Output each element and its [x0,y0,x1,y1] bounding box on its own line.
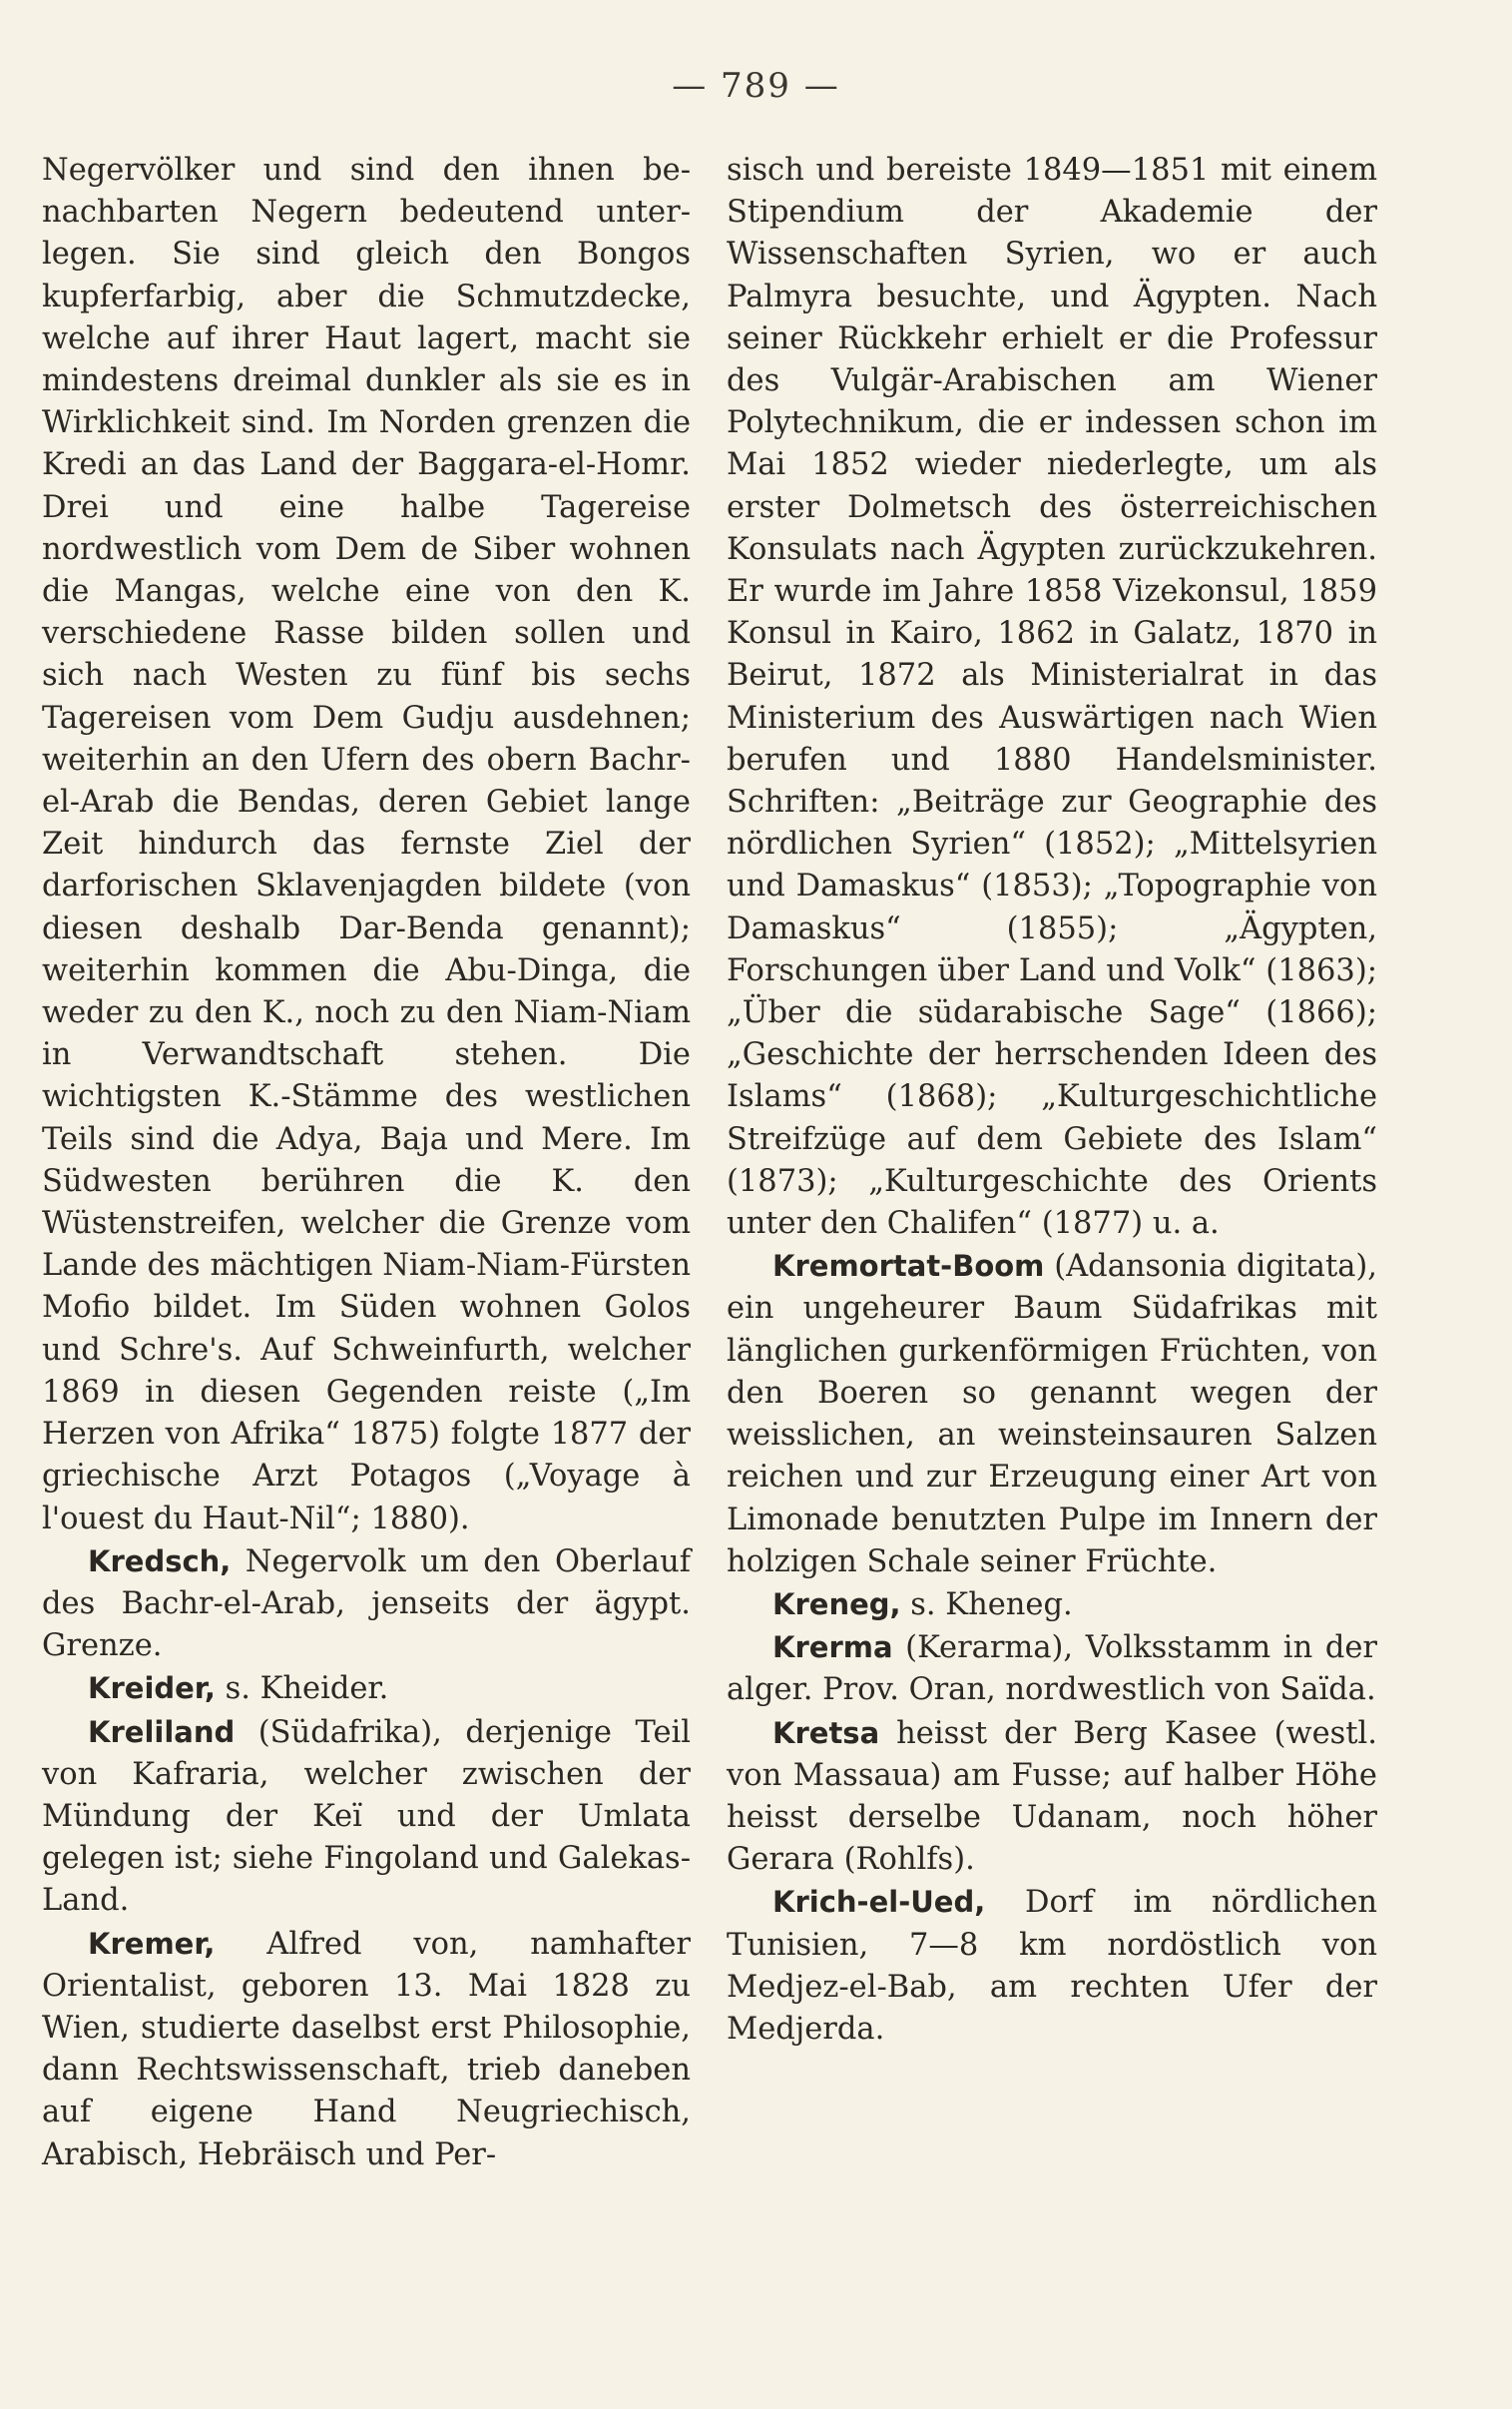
entry-kreliland [42,1711,691,1923]
entry-text: Dorf im nördlichen Tunisien, 7—8 km nordöstlich von Medjez-el-Bab, am rechten Ufer der Medjerda. [727,1885,1377,2047]
entry-kretsa [727,1712,1377,1882]
entry-headword: Kreliland [88,1714,236,1749]
entry-text: Alfred von, namhafter Orientalist, geboren 13. Mai 1828 zu Wien, studierte daselbst erst Philosophie, dann Rechtswissenschaft, trieb daneben auf eigene Hand Neugriechisch, Arabisch, Hebräisch und Per- [42,1926,691,2172]
entry-kremortat-boom [727,1245,1377,1583]
entry-headword: Kremer, [88,1926,216,1961]
entry-text: Negervölker und sind den ihnen benachbarten Negern bedeutend unterlegen. Sie sind gleich den Bongos kupferfarbig, aber die Schmutzdecke, welche auf ihrer Haut lagert, macht sie mindestens dreimal dunkler als sie es in Wirklichkeit sind. Im Norden grenzen die Kredi an das Land der Baggara-el-Homr. Drei und eine halbe Tagereise nordwestlich vom Dem de Siber wohnen die Mangas, welche eine von den K. verschiedene Rasse bilden sollen und sich nach Westen zu fünf bis sechs Tagereisen vom Dem Gudju ausdehnen; weiterhin an den Ufern des obern Bachr-el-Arab die Bendas, deren Gebiet lange Zeit hindurch das fernste Ziel der darforischen Sklavenjagden bildete (von diesen deshalb Dar-Benda genannt); weiterhin kommen die Abu-Dinga, die weder zu den K., noch zu den Niam-Niam in Verwandtschaft stehen. Die wichtigsten K.-Stämme des westlichen Teils sind die Adya, Baja und Mere. Im Südwesten berühren die K. den Wüstenstreifen, welcher die Grenze vom Lande des mächtigen Niam-Niam-Fürsten Mofio bildet. Im Süden wohnen Golos und Schre's. Auf Schweinfurth, welcher 1869 in diesen Gegenden reiste („Im Herzen von Afrika“ 1875) folgte 1877 der griechische Arzt Potagos („Voyage à l'ouest du Haut-Nil“; 1880). [42,153,691,1536]
entry-text: (Adansonia digitata), ein ungeheurer Baum Südafrikas mit länglichen gurkenförmigen Früchten, von den Boeren so genannt wegen der weisslichen, an weinsteinsauren Salzen reichen und zur Erzeugung einer Art von Limonade benutzten Pulpe im Innern der holzigen Schale seiner Früchte. [727,1249,1377,1579]
entry-kreneg [727,1583,1377,1626]
entry-headword: Krerma [772,1630,893,1665]
entry-headword: Kreneg, [772,1586,901,1621]
page-number: — 789 — [672,66,840,106]
entry-text: s. Kheneg. [900,1586,1073,1622]
entry-headword: Kreider, [88,1671,216,1706]
entry-kremer [42,1923,691,2176]
entry-headword: Kremortat-Boom [772,1249,1045,1284]
entry-headword: Kredsch, [88,1543,232,1578]
entry-text: Negervolk um den Oberlauf des Bachr-el-Arab, jenseits der ägypt. Grenze. [42,1543,691,1664]
entry-headword: Kretsa [772,1715,880,1750]
entry-text: heisst der Berg Kasee (westl. von Massaua) am Fusse; auf halber Höhe heisst derselbe Udanam, noch höher Gerara (Rohlfs). [727,1715,1377,1878]
right-column [727,150,1377,2051]
entry-kreider [42,1667,691,1710]
entry-kredsch [42,1540,691,1668]
entry-text: s. Kheider. [215,1671,389,1707]
entry-krerma [727,1626,1377,1711]
entry-kredi-continuation [42,150,691,1540]
entry-kremer-continuation [727,150,1377,1245]
entry-krich-el-ued [727,1881,1377,2051]
entry-headword: Krich-el-Ued, [772,1885,986,1920]
entry-text: sisch und bereiste 1849—1851 mit einem Stipendium der Akademie der Wissenschaften Syrien, wo er auch Palmyra besuchte, und Ägypten. Nach seiner Rückkehr erhielt er die Professur des Vulgär-Arabischen am Wiener Polytechnikum, die er indessen schon im Mai 1852 wieder niederlegte, um als erster Dolmetsch des österreichischen Konsulats nach Ägypten zurückzukehren. Er wurde im Jahre 1858 Vizekonsul, 1859 Konsul in Kairo, 1862 in Galatz, 1870 in Beirut, 1872 als Ministerialrat in das Ministerium des Auswärtigen nach Wien berufen und 1880 Handelsminister. Schriften: „Beiträge zur Geographie des nördlichen Syrien“ (1852); „Mittelsyrien und Damaskus“ (1853); „Topographie von Damaskus“ (1855); „Ägypten, Forschungen über Land und Volk“ (1863); „Über die südarabische Sage“ (1866); „Geschichte der herrschenden Ideen des Islams“ (1868); „Kulturgeschichtliche Streifzüge auf dem Gebiete des Islam“ (1873); „Kulturgeschichte des Orients unter den Chalifen“ (1877) u. a. [727,153,1377,1242]
entry-text: (Südafrika), derjenige Teil von Kafraria, welcher zwischen der Mündung der Keï und der Umlata gelegen ist; siehe Fingoland und Galekas-Land. [42,1714,691,1919]
entry-text: (Kerarma), Volksstamm in der alger. Prov. Oran, nordwestlich von Saïda. [727,1630,1377,1708]
left-column [42,150,691,2176]
